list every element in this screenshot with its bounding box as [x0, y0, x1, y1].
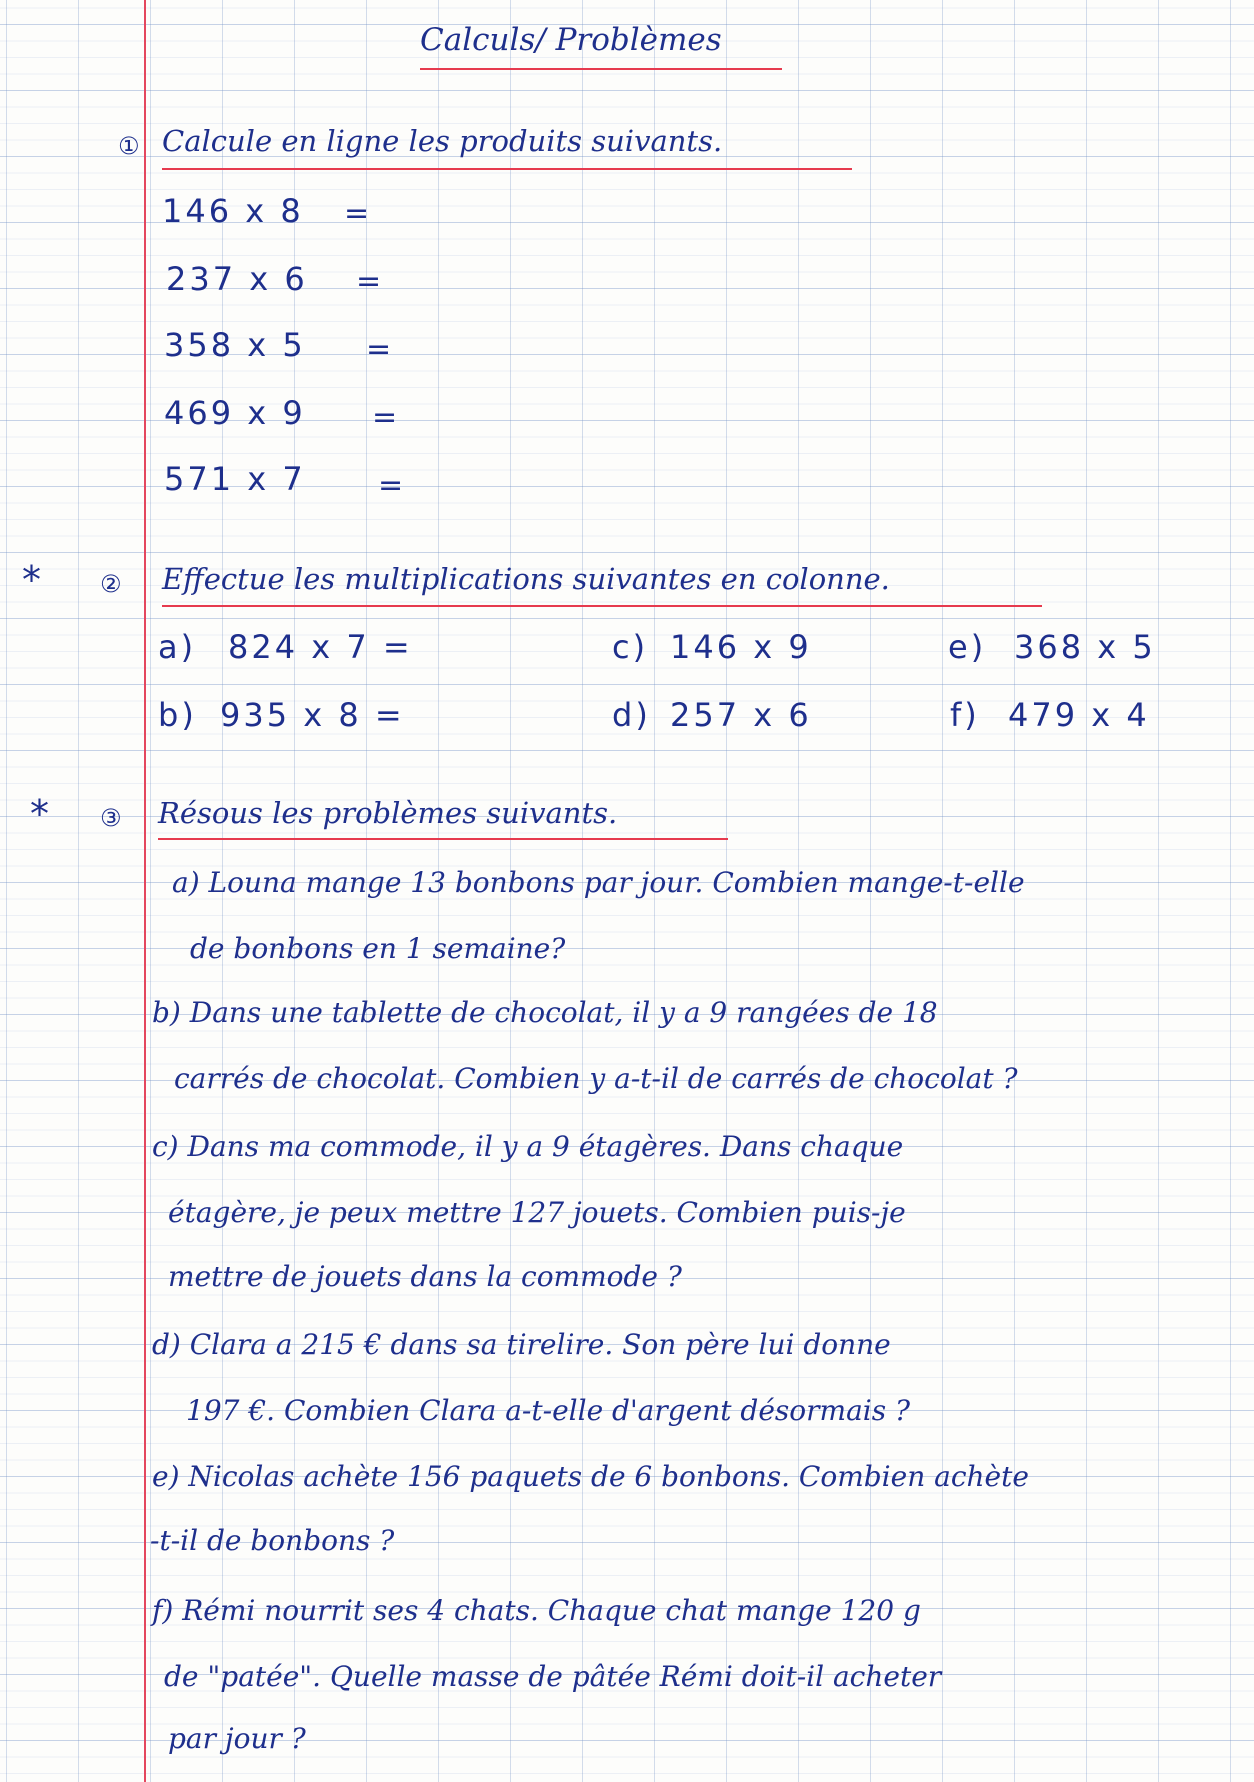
section-2-heading: Effectue les multiplications suivantes en colonne.	[162, 562, 890, 596]
section-1-heading: Calcule en ligne les produits suivants.	[162, 124, 723, 158]
section-3-heading: Résous les problèmes suivants.	[158, 796, 618, 830]
calc-line-2: 237 x 6	[166, 260, 308, 298]
mult-label-a: a)	[158, 628, 197, 666]
section-1-underline	[162, 168, 852, 170]
calc-line-1: 146 x 8	[162, 192, 304, 230]
mult-expr-c: 146 x 9	[670, 628, 812, 666]
mult-expr-d: 257 x 6	[670, 696, 812, 734]
problem-line-11: -t-il de bonbons ?	[150, 1524, 395, 1557]
problem-line-6: étagère, je peux mettre 127 jouets. Combien puis-je	[168, 1196, 906, 1229]
problem-line-8: d) Clara a 215 € dans sa tirelire. Son père lui donne	[152, 1328, 891, 1361]
problem-line-1: a) Louna mange 13 bonbons par jour. Combien mange-t-elle	[172, 866, 1025, 899]
problem-line-13: de "patée". Quelle masse de pâtée Rémi doit-il acheter	[164, 1660, 942, 1693]
section-2-underline	[162, 605, 1042, 607]
calc-eq-5: =	[378, 468, 404, 503]
mult-expr-e: 368 x 5	[1014, 628, 1156, 666]
section-1-number: ①	[118, 132, 140, 160]
mult-label-c: c)	[612, 628, 649, 666]
section-2-number: ②	[100, 570, 122, 598]
section-3-number: ③	[100, 804, 122, 832]
problem-line-3: b) Dans une tablette de chocolat, il y a 9 rangées de 18	[152, 996, 938, 1029]
title-underline	[420, 68, 782, 70]
section-3-underline	[158, 838, 728, 840]
calc-line-3: 358 x 5	[164, 326, 306, 364]
mult-label-e: e)	[948, 628, 987, 666]
problem-line-9: 197 €. Combien Clara a-t-elle d'argent désormais ?	[186, 1394, 911, 1427]
problem-line-10: e) Nicolas achète 156 paquets de 6 bonbons. Combien achète	[152, 1460, 1029, 1493]
section-2-star: *	[22, 558, 41, 602]
problem-line-14: par jour ?	[168, 1722, 306, 1755]
mult-label-b: b)	[158, 696, 197, 734]
calc-eq-2: =	[356, 264, 382, 299]
mult-expr-f: 479 x 4	[1008, 696, 1150, 734]
calc-line-4: 469 x 9	[164, 394, 306, 432]
mult-expr-b: 935 x 8 =	[220, 696, 405, 734]
problem-line-12: f) Rémi nourrit ses 4 chats. Chaque chat mange 120 g	[152, 1594, 921, 1627]
mult-label-f: f)	[950, 696, 980, 734]
section-3-star: *	[30, 792, 49, 836]
problem-line-4: carrés de chocolat. Combien y a-t-il de carrés de chocolat ?	[174, 1062, 1018, 1095]
calc-eq-4: =	[372, 400, 398, 435]
problem-line-7: mettre de jouets dans la commode ?	[168, 1260, 682, 1293]
calc-eq-3: =	[366, 332, 392, 367]
calc-eq-1: =	[344, 196, 370, 231]
calc-line-5: 571 x 7	[164, 460, 306, 498]
problem-line-5: c) Dans ma commode, il y a 9 étagères. Dans chaque	[152, 1130, 904, 1163]
margin-line	[144, 0, 146, 1782]
mult-expr-a: 824 x 7 =	[228, 628, 413, 666]
mult-label-d: d)	[612, 696, 651, 734]
page-title: Calculs/ Problèmes	[420, 22, 722, 58]
problem-line-2: de bonbons en 1 semaine?	[190, 932, 566, 965]
